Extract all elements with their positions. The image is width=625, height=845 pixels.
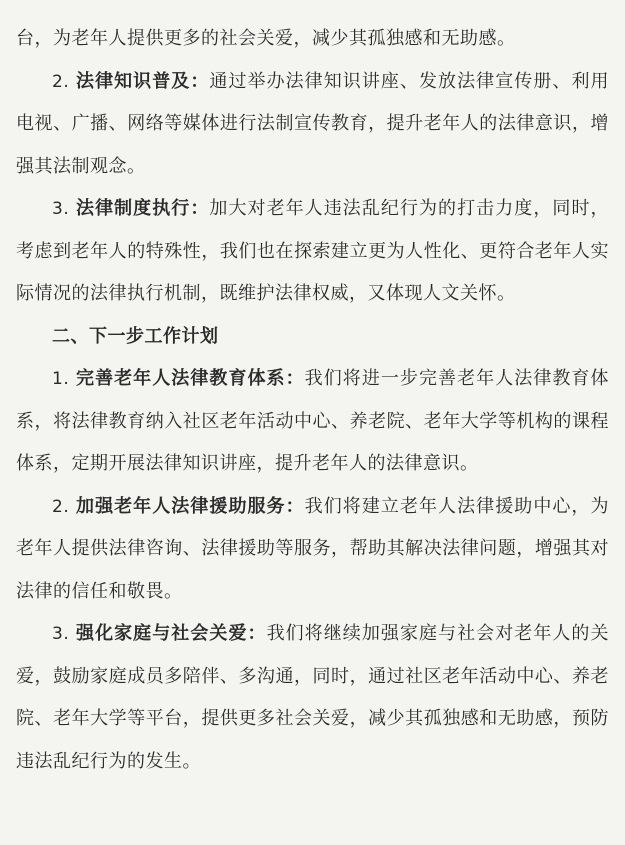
item-title: 法律制度执行： [76, 198, 210, 219]
item-text: 我们将继续加强家庭与社会对老年人的关爱，鼓励家庭成员多陪伴、多沟通，同时，通过社区老年活动中心、养老院、老年大学等平台，提供更多社会关爱，减少其孤独感和无助感，预防违法乱纪行为的发生。 [16, 623, 609, 772]
paragraph-continuation [16, 18, 609, 61]
plan-item-legal-aid [16, 486, 609, 614]
section-heading: 二、下一步工作计划 [52, 325, 219, 347]
item-number: 3. [52, 199, 70, 219]
item-number: 2. [52, 496, 70, 517]
item-number: 1. [52, 369, 70, 389]
item-title: 加强老年人法律援助服务： [76, 495, 305, 517]
item-text: 通过举办法律知识讲座、发放法律宣传册、利用电视、广播、网络等媒体进行法制宣传教育，提升老年人的法律意识，增强其法制观念。 [16, 70, 609, 177]
paragraph-legal-knowledge [16, 61, 609, 189]
item-number: 2. [52, 71, 70, 92]
paragraph-text: 台，为老年人提供更多的社会关爱，减少其孤独感和无助感。 [16, 28, 516, 49]
item-text: 我们将建立老年人法律援助中心，为老年人提供法律咨询、法律援助等服务，帮助其解决法律问题，增强其对法律的信任和敬畏。 [16, 495, 609, 602]
item-title: 完善老年人法律教育体系： [76, 368, 305, 389]
item-title: 强化家庭与社会关爱： [76, 623, 267, 644]
plan-item-education [16, 358, 609, 486]
item-text: 加大对老年人违法乱纪行为的打击力度，同时，考虑到老年人的特殊性，我们也在探索建立更为人性化、更符合老年人实际情况的法律执行机制，既维护法律权威，又体现人文关怀。 [16, 198, 609, 304]
item-title: 法律知识普及： [76, 70, 210, 92]
plan-item-family-care [16, 613, 609, 783]
item-text: 我们将进一步完善老年人法律教育体系，将法律教育纳入社区老年活动中心、养老院、老年大学等机构的课程体系，定期开展法律知识讲座，提升老年人的法律意识。 [16, 368, 609, 474]
item-number: 3. [52, 624, 70, 644]
paragraph-legal-enforcement [16, 188, 609, 316]
